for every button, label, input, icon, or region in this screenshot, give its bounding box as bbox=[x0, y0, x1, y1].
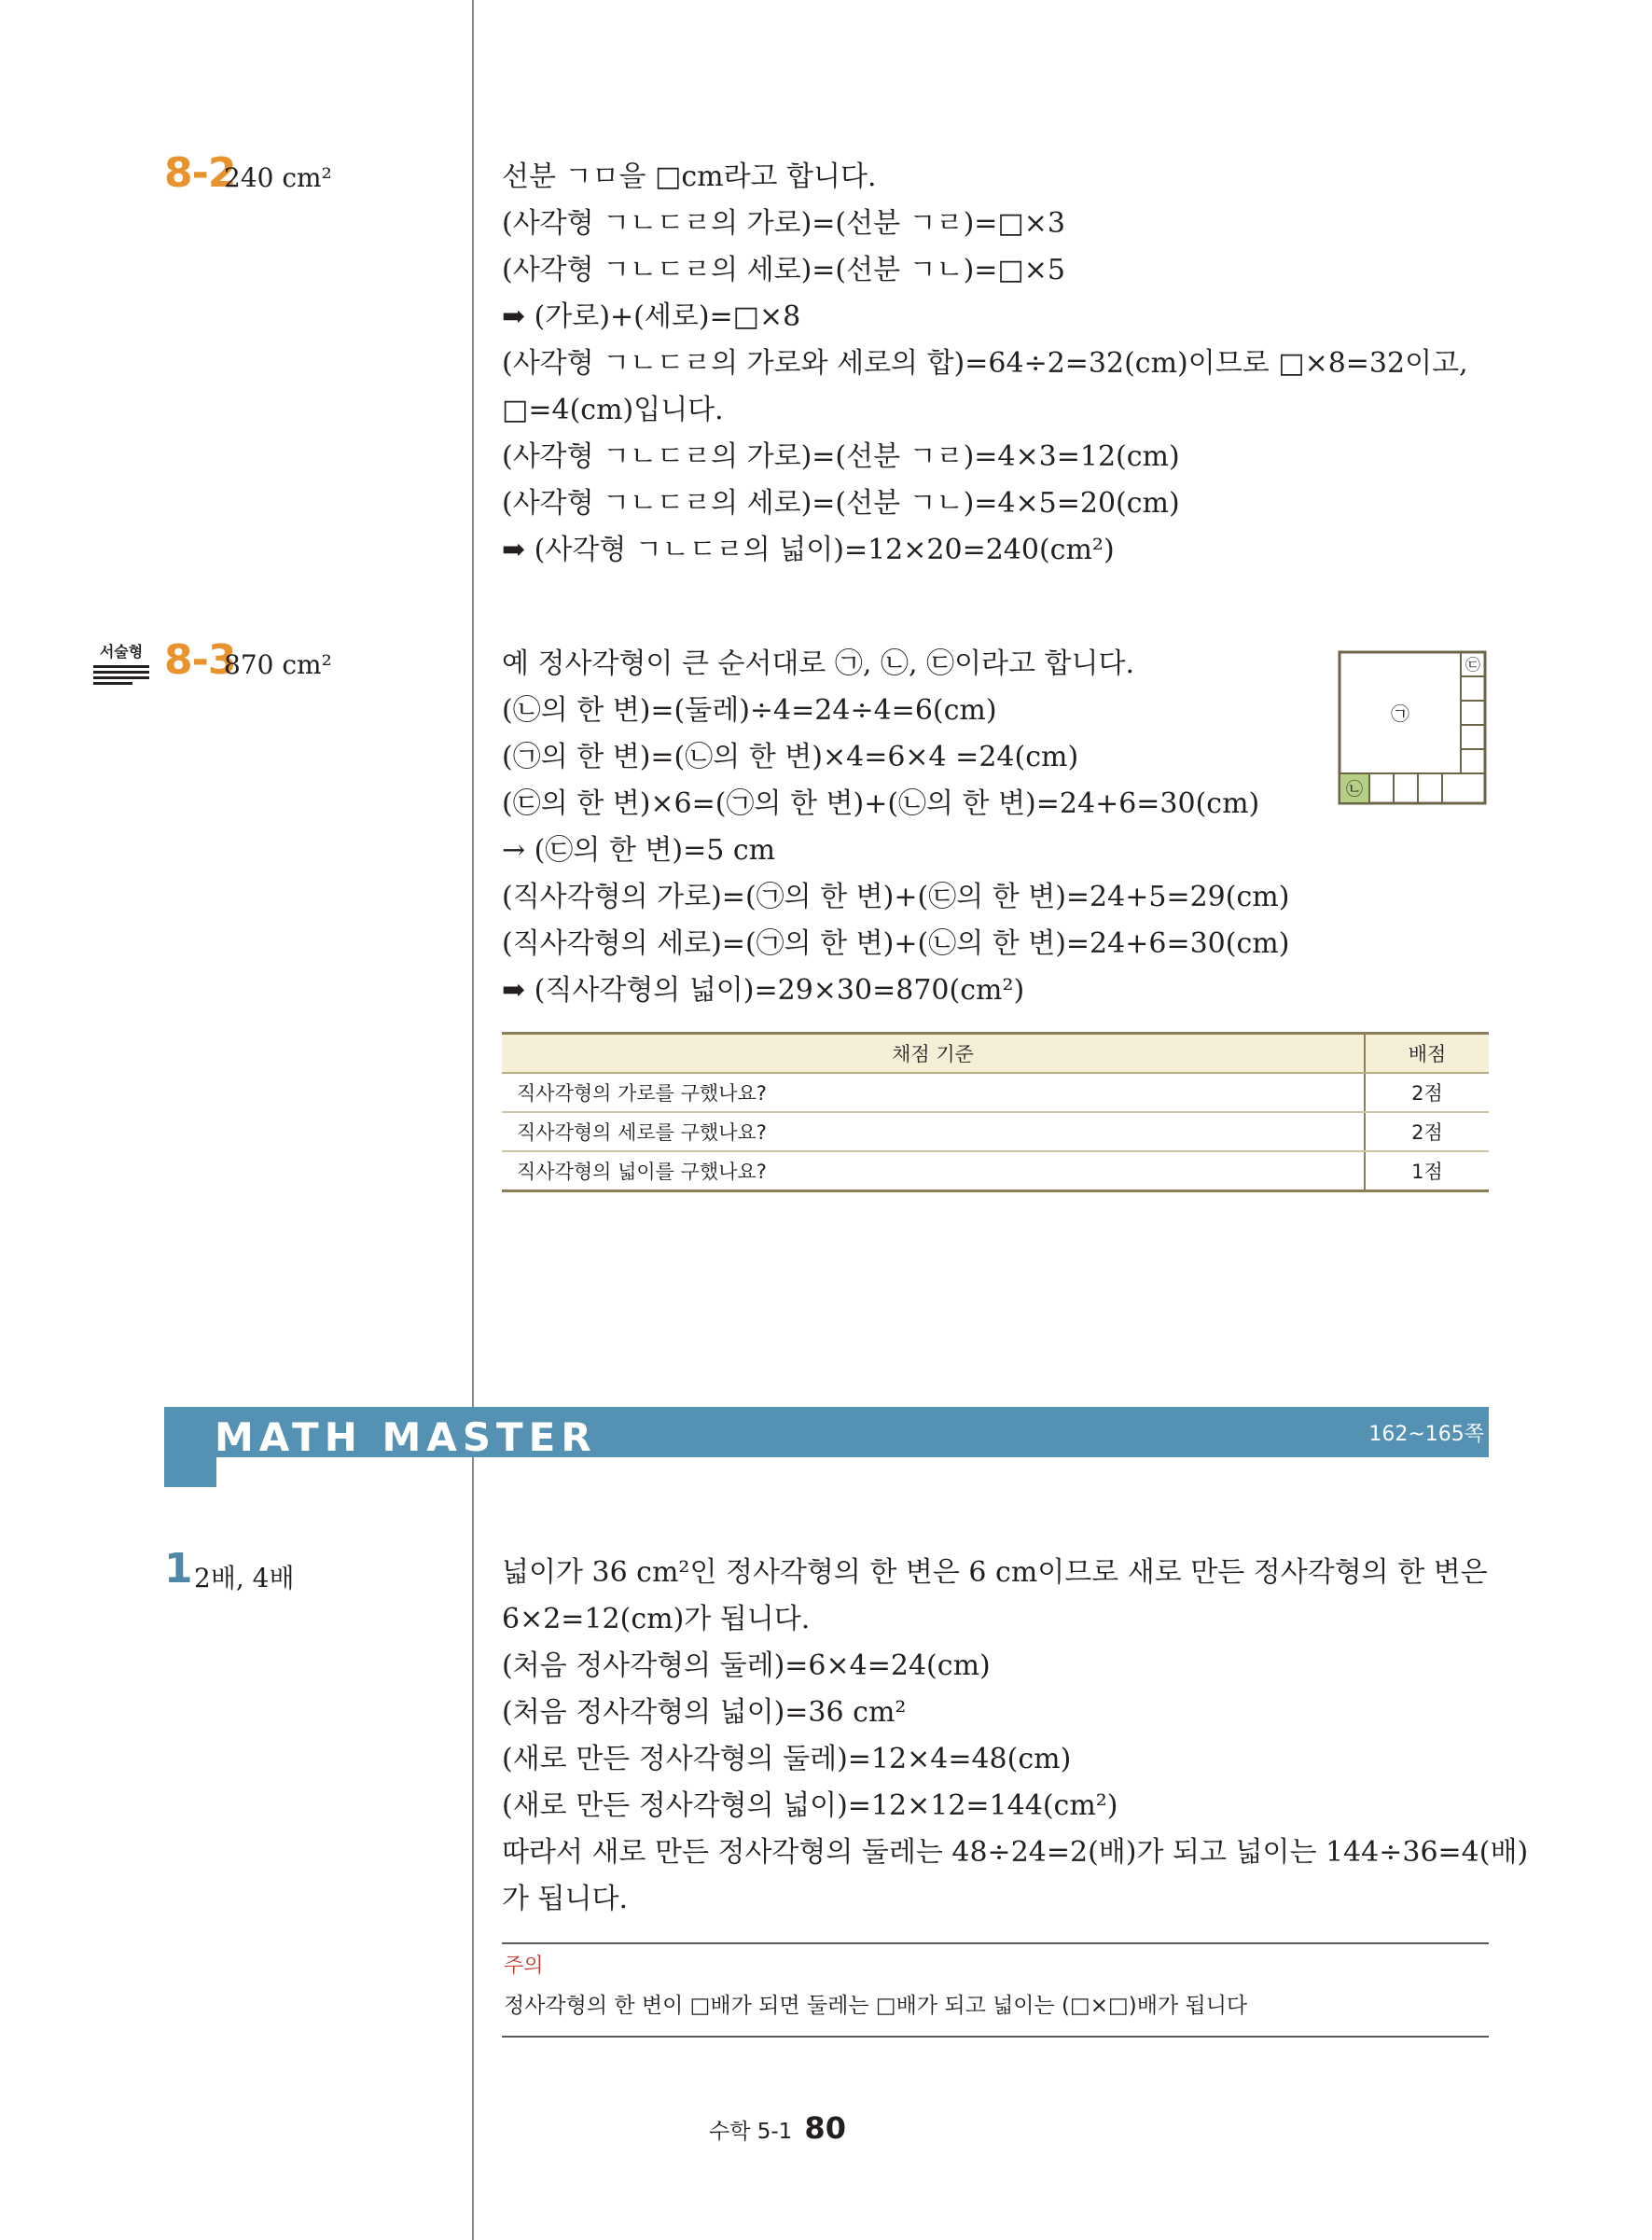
grading-header-row bbox=[502, 1034, 1489, 1074]
score-cell: 1점 bbox=[1365, 1151, 1489, 1191]
solution-line: 예 정사각형이 큰 순서대로 ㉠, ㉡, ㉢이라고 합니다. bbox=[502, 647, 1135, 680]
caution-divider-top bbox=[502, 1942, 1489, 1944]
caution-label: 주의 bbox=[504, 1955, 544, 1978]
solution-line: ➡ (사각형 ㄱㄴㄷㄹ의 넓이)=12×20=240(cm²) bbox=[502, 534, 1115, 566]
solution-line: (직사각형의 가로)=(㉠의 한 변)+(㉢의 한 변)=24+5=29(cm) bbox=[502, 881, 1290, 913]
solution-line: (㉢의 한 변)×6=(㉠의 한 변)+(㉡의 한 변)=24+6=30(cm) bbox=[502, 787, 1260, 820]
lines-icon bbox=[93, 665, 149, 685]
solution-line: 넓이가 36 cm²인 정사각형의 한 변은 6 cm이므로 새로 만든 정사각형의 한 변은 bbox=[502, 1556, 1488, 1589]
criteria-cell: 직사각형의 세로를 구했나요? bbox=[502, 1112, 1365, 1151]
solution-line: 선분 ㄱㅁ을 □cm라고 합니다. bbox=[502, 160, 877, 193]
solution-line: 가 됩니다. bbox=[502, 1883, 628, 1915]
banner-accent bbox=[164, 1457, 216, 1487]
essay-type-badge: 서술형 bbox=[99, 643, 144, 661]
medium-square-label: ㉡ bbox=[1346, 780, 1363, 800]
solution-line: (처음 정사각형의 둘레)=6×4=24(cm) bbox=[502, 1649, 991, 1682]
solution-line: (사각형 ㄱㄴㄷㄹ의 가로)=(선분 ㄱㄹ)=□×3 bbox=[502, 207, 1065, 240]
table-row bbox=[502, 1073, 1489, 1112]
solution-line: 따라서 새로 만든 정사각형의 둘레는 48÷24=2(배)가 되고 넓이는 144÷36=4(배) bbox=[502, 1836, 1529, 1869]
criteria-cell: 직사각형의 가로를 구했나요? bbox=[502, 1073, 1365, 1112]
criteria-cell: 직사각형의 넓이를 구했나요? bbox=[502, 1151, 1365, 1191]
solution-line: (새로 만든 정사각형의 넓이)=12×12=144(cm²) bbox=[502, 1789, 1118, 1822]
column-divider bbox=[472, 0, 474, 2240]
page-range: 162~165쪽 bbox=[1368, 1423, 1484, 1446]
score-cell: 2점 bbox=[1365, 1073, 1489, 1112]
page-number: 80 bbox=[804, 2110, 846, 2146]
answer-8-3: 870 cm² bbox=[224, 649, 332, 680]
small-square-label: ㉢ bbox=[1465, 656, 1481, 674]
solution-line: (직사각형의 세로)=(㉠의 한 변)+(㉡의 한 변)=24+6=30(cm) bbox=[502, 927, 1290, 960]
score-header: 배점 bbox=[1365, 1034, 1489, 1074]
criteria-header: 채점 기준 bbox=[502, 1034, 1365, 1074]
solution-line: (사각형 ㄱㄴㄷㄹ의 가로)=(선분 ㄱㄹ)=4×3=12(cm) bbox=[502, 440, 1180, 473]
caution-divider-bottom bbox=[502, 2036, 1489, 2038]
solution-line: ➡ (직사각형의 넓이)=29×30=870(cm²) bbox=[502, 974, 1025, 1007]
answer-1: 2배, 4배 bbox=[194, 1563, 295, 1593]
question-number-8-3: 8-3 bbox=[164, 636, 236, 684]
solution-line: 6×2=12(cm)가 됩니다. bbox=[502, 1603, 811, 1635]
solution-8-2 bbox=[502, 154, 1468, 574]
question-number-1: 1 bbox=[164, 1545, 192, 1593]
big-square-label: ㉠ bbox=[1391, 703, 1409, 725]
essay-type-icon bbox=[93, 640, 149, 696]
table-row bbox=[502, 1112, 1489, 1151]
solution-line: (새로 만든 정사각형의 둘레)=12×4=48(cm) bbox=[502, 1743, 1072, 1775]
solution-line: (사각형 ㄱㄴㄷㄹ의 세로)=(선분 ㄱㄴ)=□×5 bbox=[502, 254, 1065, 286]
solution-line: → (㉢의 한 변)=5 cm bbox=[502, 834, 776, 867]
book-title: 수학 5-1 bbox=[709, 2120, 793, 2144]
solution-line: (사각형 ㄱㄴㄷㄹ의 세로)=(선분 ㄱㄴ)=4×5=20(cm) bbox=[502, 487, 1180, 520]
solution-line: (㉠의 한 변)=(㉡의 한 변)×4=6×4 =24(cm) bbox=[502, 741, 1079, 773]
page-footer bbox=[709, 2110, 846, 2146]
solution-8-3 bbox=[502, 641, 1289, 1014]
solution-1 bbox=[502, 1550, 1528, 1923]
table-row bbox=[502, 1151, 1489, 1191]
answer-8-2: 240 cm² bbox=[224, 162, 332, 193]
solution-line: (사각형 ㄱㄴㄷㄹ의 가로와 세로의 합)=64÷2=32(cm)이므로 □×8=32이고, bbox=[502, 347, 1468, 380]
question-number-8-2: 8-2 bbox=[164, 149, 236, 197]
solution-line: ➡ (가로)+(세로)=□×8 bbox=[502, 300, 801, 333]
square-arrangement-diagram bbox=[1338, 650, 1487, 807]
section-title: MATH MASTER bbox=[215, 1414, 597, 1460]
caution-text: 정사각형의 한 변이 □배가 되면 둘레는 □배가 되고 넓이는 (□×□)배가 됩니다 bbox=[504, 1994, 1248, 2018]
solution-line: (㉡의 한 변)=(둘레)÷4=24÷4=6(cm) bbox=[502, 694, 997, 727]
score-cell: 2점 bbox=[1365, 1112, 1489, 1151]
solution-line: (처음 정사각형의 넓이)=36 cm² bbox=[502, 1696, 907, 1729]
solution-line: □=4(cm)입니다. bbox=[502, 394, 724, 426]
grading-table bbox=[502, 1032, 1489, 1192]
